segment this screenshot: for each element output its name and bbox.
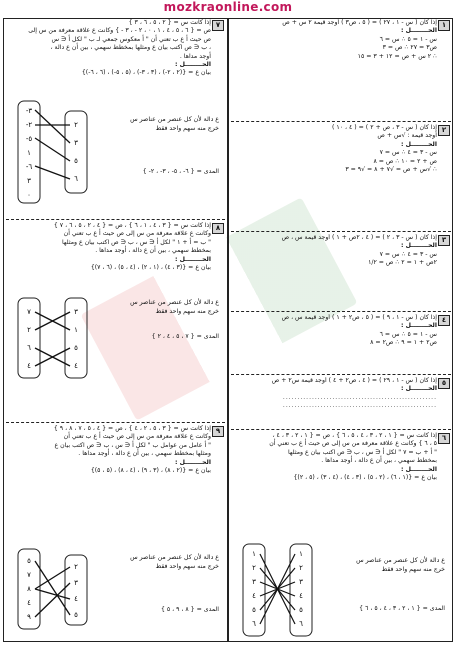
answer-blank: ..................................................... bbox=[282, 393, 437, 401]
question-number: ٥ bbox=[438, 378, 450, 389]
set-b-element: ٠ bbox=[27, 191, 31, 199]
solution-label: الحــــــــل : bbox=[175, 458, 211, 466]
question-6 bbox=[231, 432, 451, 641]
question-number: ٣ bbox=[438, 235, 450, 246]
set-a-element: ٣ bbox=[299, 578, 303, 586]
set-b-element: ٨ bbox=[27, 585, 31, 593]
question-number: ٩ bbox=[212, 426, 224, 437]
question-text: إذا كانت س = { ٣ ، ٥ ، ٢ ، ٤ } ، ص = { ٤ ، ٥ ، ٧ ، ٨ ، ٩ } وكانت ع علاقة معرفة من س إلى ص حيث أ ع ب تعني أن " أ عامل من عوامل ب " لكل أ ∈ س ، ب ∈ ص اكتب بيان ع ومثلها بمخطط سهمي ، بين أن ع دالة ، أوجد مداها . bbox=[53, 425, 211, 458]
question-text: إذا كان ( س - ١ ، ٢٩ ) = ( ٤ ، ص٢ + ٤ ) أوجد قيمة س٢ + ص bbox=[271, 377, 437, 384]
section-separator bbox=[231, 231, 451, 232]
set-b-element: ٣- bbox=[25, 107, 33, 115]
question-number: ١ bbox=[438, 20, 450, 31]
question-1 bbox=[231, 19, 451, 119]
solution-label: الحــــــــل : bbox=[175, 61, 211, 69]
set-a-element: ٤ bbox=[74, 595, 78, 603]
section-separator bbox=[231, 374, 451, 375]
question-9 bbox=[6, 425, 225, 641]
solution-line: ص٣ = ٢٧ ∴ ص = ٣ bbox=[382, 44, 437, 52]
column-divider bbox=[227, 19, 229, 641]
solution-line: س - ٣ = ٤ ∴ س = ٧ bbox=[379, 250, 437, 258]
question-text: إذا كان ( س - ١ ، ٢٧ ) = ( ٥ ، ص٣ ) أوجد قيمة ٢ س + ص bbox=[282, 19, 437, 26]
solution-label: الحــــــــل : bbox=[175, 255, 211, 263]
question-text: إذا كان ( س - ٣ ، ٢ ) = ( ٤ ، ٢ص + ١ ) أوجد قيمة س ، ص bbox=[281, 234, 437, 241]
set-b-element: ٢- bbox=[25, 121, 33, 129]
question-number: ٤ bbox=[438, 315, 450, 326]
function-reason: ع دالة لأن كل عنصر من عناصر س خرج منه سهم واحد فقط bbox=[130, 299, 219, 315]
set-b-element: ٤ bbox=[27, 362, 31, 370]
solution-line: ∴ √س + ص = √٧ + ٨ = √٩ = ٣ bbox=[345, 166, 437, 174]
range-result: المدى = { ٨ ، ٩ ، ٥ } bbox=[160, 606, 219, 613]
set-b-element: ٢ bbox=[27, 326, 31, 334]
question-5 bbox=[231, 377, 451, 427]
left-column bbox=[6, 19, 225, 641]
question-number: ٦ bbox=[438, 433, 450, 444]
set-a-element: ٤ bbox=[74, 362, 78, 370]
set-b-element: ٧ bbox=[27, 308, 31, 316]
question-4 bbox=[231, 314, 451, 372]
solution-label: الحــــــــل : bbox=[401, 140, 437, 148]
set-b-element: ١ bbox=[27, 149, 31, 157]
section-separator bbox=[6, 219, 225, 220]
question-number: ٨ bbox=[212, 223, 224, 234]
section-separator bbox=[231, 429, 451, 430]
question-number: ٢ bbox=[438, 125, 450, 136]
question-text: إذا كان ( س - ١ ، ٩ ) = ( ٥ ، ص٢ + ١ ) أوجد قيمة س ، ص bbox=[281, 314, 437, 321]
question-text: إذا كانت س = { ٣ ، ٤ ، ١ ، ٦ } ، ص = { ٤ ، ٢ ، ٥ ، ٦ ، ٧ } وكانت ع علاقة معرفة من س إلى ص حيث أ ع ب تعني أن " ب = أ + ١ " لكل أ ∈ س ، ب ∈ ص اكتب بيان ع ومثلها بمخطط سهمي ، بين أن ع دالة ، أوجد مداها . bbox=[53, 222, 211, 255]
set-a-element: ٥ bbox=[74, 344, 78, 352]
set-a-element: ٦ bbox=[299, 620, 303, 628]
range-result: المدى = { ١ ، ٢ ، ٣ ، ٤ ، ٥ ، ٦ } bbox=[359, 605, 445, 612]
arrow-diagram bbox=[10, 292, 95, 392]
solution-label: الحــــــــل : bbox=[401, 242, 437, 250]
function-reason: ع دالة لأن كل عنصر من عناصر س خرج منه سهم واحد فقط bbox=[130, 554, 219, 570]
set-b-element: ٥- bbox=[25, 135, 33, 143]
range-result: المدى = { ٦- ، ٥- ، ٣- ، ٢- } bbox=[142, 168, 219, 175]
question-8 bbox=[6, 222, 225, 420]
range-result: المدى = { ٧ ، ٥ ، ٤ ، ٢ } bbox=[151, 333, 219, 340]
solution-relation: بيان ع = {(٢ ، ٢-) ، (٣ ، ٣-) ، (٥ ، ٥-) ، (٦ ، ٦-)} bbox=[81, 69, 211, 77]
set-a-element: ١ bbox=[299, 550, 303, 558]
question-2 bbox=[231, 124, 451, 229]
set-a-element: ٥ bbox=[74, 157, 78, 165]
set-b-element: ٣ bbox=[252, 578, 256, 586]
question-text: إذا كانت س = { ١ ، ٢ ، ٣ ، ٤ ، ٥ ، ٦ } ، ص = { ١ ، ٢ ، ٣ ، ٤ ، ٥ ، ٦ } وكانت ع علاقة معرفة من س إلى ص حيث أ ع ب تعني أن " أ + ب = ٧ " لكل أ ∈ س ، ب ∈ ص اكتب بيان ع ومثلها بمخطط سهمي ، بين أن ع دالة ، أوجد مداها . bbox=[269, 432, 437, 465]
arrow-diagram bbox=[235, 540, 320, 640]
site-header: mozkraonline.com bbox=[163, 0, 293, 14]
section-separator bbox=[231, 311, 451, 312]
set-a-element: ٣ bbox=[74, 308, 78, 316]
solution-line: س - ١ = ٥ ∴ س = ٦ bbox=[379, 330, 437, 338]
solution-label: الحــــــــل : bbox=[401, 322, 437, 330]
solution-line: ص + ٢ = ١٠ ∴ ص = ٨ bbox=[373, 157, 437, 165]
question-3 bbox=[231, 234, 451, 309]
set-a-element: ٣ bbox=[74, 139, 78, 147]
set-b-element: ٣ bbox=[27, 177, 31, 185]
solution-label: الحــــــــل : bbox=[401, 385, 437, 393]
question-number: ٧ bbox=[212, 20, 224, 31]
function-reason: ع دالة لأن كل عنصر من عناصر س خرج منه سهم واحد فقط bbox=[130, 116, 219, 132]
set-a-element: ٢ bbox=[74, 121, 78, 129]
solution-relation: بيان ع = {(١ ، ٦) ، (٢ ، ٥) ، (٣ ، ٤) ، (٤ ، ٣) ، (٥ ، ٢)} bbox=[293, 474, 437, 482]
solution-relation: بيان ع = {(٢ ، ٨) ، (٣ ، ٩) ، (٤ ، ٨) ، (٥ ، ٥)} bbox=[90, 467, 211, 475]
right-column bbox=[231, 19, 451, 641]
set-a-element: ٦ bbox=[74, 175, 78, 183]
set-a-element: ٢ bbox=[74, 563, 78, 571]
set-b-element: ٧ bbox=[27, 571, 31, 579]
set-b-element: ٤ bbox=[27, 599, 31, 607]
solution-line: ٢ص + ١ = ٢ ∴ ص = ١/٢ bbox=[368, 259, 437, 267]
section-separator bbox=[231, 121, 451, 122]
solution-line: ∴ ٢ س + ص = ١٢ + ٣ = ١٥ bbox=[357, 52, 437, 60]
arrow-diagram bbox=[10, 97, 95, 207]
question-text: إذا كانت س = { ٢ ، ٥ ، ٦ ، ٣ } ص = { ٦ ، ٥ ، ٤ ، ١ ، ٠ ، ٢ - ، ٣ - } وكانت ع علاقة معرفة من س إلى ص حيث أ ع ب تعني أن " أ معكوس جمعي لـ ب " لكل أ ∈ س ، ب ∈ ص اكتب بيان ع ومثلها بمخطط سهمي ، بين أن ع دالة ، أوجد مداها . bbox=[28, 19, 211, 60]
set-a-element: ٤ bbox=[299, 592, 303, 600]
function-reason: ع دالة لأن كل عنصر من عناصر س خرج منه سهم واحد فقط bbox=[356, 557, 445, 573]
set-b-element: ٥ bbox=[252, 606, 256, 614]
set-b-element: ٩ bbox=[27, 613, 31, 621]
set-a-element: ١ bbox=[74, 326, 78, 334]
set-a-element: ٣ bbox=[74, 579, 78, 587]
worksheet bbox=[3, 18, 453, 642]
arrow-diagram bbox=[10, 545, 95, 635]
set-a-element: ٢ bbox=[299, 564, 303, 572]
set-b-element: ٦ bbox=[252, 620, 256, 628]
answer-blank: ..................................................... bbox=[282, 402, 437, 410]
set-b-element: ٥ bbox=[27, 557, 31, 565]
set-b-element: ٢ bbox=[252, 564, 256, 572]
question-7 bbox=[6, 19, 225, 217]
solution-line: س - ٣ = ٤ ∴ س = ٧ bbox=[379, 149, 437, 157]
section-separator bbox=[6, 422, 225, 423]
solution-line: ص٢ + ١ = ٩ ∴ ص٢ = ٨ bbox=[370, 339, 437, 347]
solution-line: س - ١ = ٥ ∴ س = ٦ bbox=[379, 35, 437, 43]
solution-label: الحــــــــل : bbox=[401, 27, 437, 35]
set-b-element: ٦- bbox=[25, 163, 33, 171]
set-b-element: ١ bbox=[252, 550, 256, 558]
solution-label: الحــــــــل : bbox=[401, 465, 437, 473]
set-a-element: ٥ bbox=[299, 606, 303, 614]
set-b-element: ٤ bbox=[252, 592, 256, 600]
solution-relation: بيان ع = {(٣ ، ٤) ، (١ ، ٢) ، (٤ ، ٥) ، (٦ ، ٧)} bbox=[90, 264, 211, 272]
question-text: إذا كان ( س - ٣ ، ص + ٢ ) = ( ٤ ، ١٠ ) أوجد قيمة : √س + ص bbox=[332, 124, 437, 140]
set-b-element: ٦ bbox=[27, 344, 31, 352]
set-a-element: ٥ bbox=[74, 611, 78, 619]
